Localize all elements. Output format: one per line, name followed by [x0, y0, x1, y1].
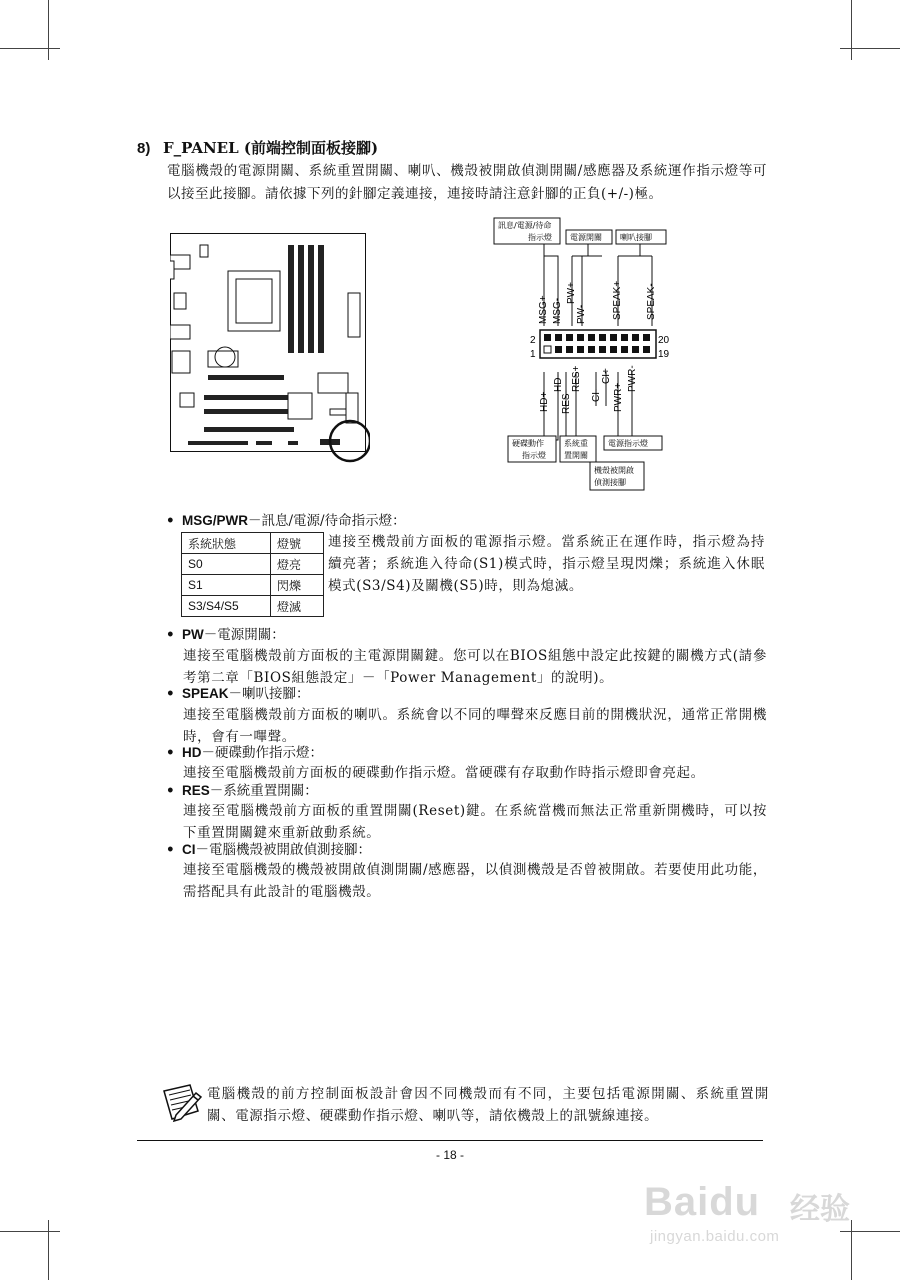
- table-cell: 閃爍: [271, 575, 324, 596]
- section-title: F_PANEL (前端控制面板接腳): [163, 139, 379, 157]
- watermark-brand: Baidu: [644, 1180, 761, 1224]
- pin-number-19: 19: [658, 349, 670, 360]
- pin-label-ci-plus: CI+: [601, 368, 612, 384]
- power-switch-label: 電源開關: [570, 233, 602, 242]
- pin-label-pwr-minus: PWR-: [627, 365, 638, 392]
- bullet-speak: [166, 683, 310, 705]
- bullet-symbol: •: [166, 686, 175, 702]
- pin-label-res-minus: RES-: [561, 390, 572, 414]
- pin-label-pw-minus: PW-: [576, 304, 587, 324]
- table-header: 系統狀態: [182, 533, 271, 554]
- bullet-label: －喇叭接腳：: [228, 686, 310, 702]
- crop-mark: [0, 1231, 60, 1232]
- pin-label-pw-plus: PW+: [566, 282, 577, 304]
- watermark-cn: 经验: [790, 1192, 850, 1227]
- crop-mark: [0, 48, 60, 49]
- page-number: - 18 -: [435, 1148, 464, 1162]
- msg-led-label-2: 指示燈: [528, 233, 552, 242]
- pin-label-msg-plus: MSG+: [538, 295, 549, 324]
- pin-number-20: 20: [658, 335, 670, 346]
- bullet-key: SPEAK: [182, 686, 229, 701]
- bullet-pw: [166, 624, 285, 646]
- f-panel-pin-diagram: [492, 216, 680, 492]
- pin-label-speak-minus: SPEAK-: [646, 283, 657, 320]
- speaker-label: 喇叭接腳: [620, 233, 652, 242]
- table-cell: S3/S4/S5: [182, 596, 271, 617]
- power-led-label: 電源指示燈: [608, 439, 648, 448]
- bullet-label: －硬碟動作指示燈：: [201, 745, 323, 761]
- crop-mark: [48, 0, 49, 60]
- hd-description: 連接至電腦機殼前方面板的硬碟動作指示燈。當硬碟有存取動作時指示燈即會亮起。: [183, 765, 705, 781]
- bullet-res: [166, 780, 318, 802]
- bullet-key: RES: [182, 783, 210, 798]
- reset-label-2: 置開關: [564, 451, 588, 460]
- watermark-url: jingyan.baidu.com: [650, 1228, 780, 1245]
- bullet-msg-pwr: [166, 510, 406, 532]
- bullet-symbol: •: [166, 513, 175, 529]
- motherboard-diagram: [170, 233, 370, 465]
- bullet-symbol: •: [166, 783, 175, 799]
- bullet-symbol: •: [166, 842, 175, 858]
- pin-label-hd-plus: HD+: [539, 391, 550, 412]
- section-intro: 電腦機殼的電源開關、系統重置開關、喇叭、機殼被開啟偵測開關/感應器及系統運作指示燈等可以接至此接腳。請依據下列的針腳定義連接，連接時請注意針腳的正負(+/-)極。: [167, 163, 767, 202]
- pin-label-ci-minus: CI-: [591, 388, 602, 402]
- led-status-table: [181, 532, 324, 617]
- table-row: [182, 554, 324, 575]
- speak-description: 連接至電腦機殼前方面板的喇叭。系統會以不同的嗶聲來反應目前的開機狀況，通常正常開機時，會有一嗶聲。: [183, 707, 767, 745]
- pin-number-2: 2: [530, 335, 536, 346]
- crop-mark: [48, 1220, 49, 1280]
- chassis-label: 機殼被開啟: [594, 466, 634, 475]
- note-text: 電腦機殼的前方控制面板設計會因不同機殼而有不同，主要包括電源開關、系統重置開關、電源指示燈、硬碟動作指示燈、喇叭等，請依機殼上的訊號線連接。: [207, 1086, 769, 1124]
- footer-rule: [137, 1140, 763, 1141]
- table-header-row: [182, 533, 324, 554]
- table-cell: 燈滅: [271, 596, 324, 617]
- bullet-label: －系統重置開關：: [209, 783, 318, 799]
- table-header: 燈號: [271, 533, 324, 554]
- bullet-key: MSG/PWR: [182, 513, 248, 528]
- bullet-symbol: •: [166, 627, 175, 643]
- pw-description: 連接至電腦機殼前方面板的主電源開關鍵。您可以在BIOS組態中設定此按鍵的關機方式(請參考第二章「BIOS組態設定」－「Power Management」的說明)。: [183, 648, 767, 686]
- bullet-symbol: •: [166, 745, 175, 761]
- reset-label: 系統重: [564, 439, 588, 448]
- bullet-key: CI: [182, 842, 196, 857]
- note-pencil-icon: [160, 1081, 204, 1123]
- bullet-label: －訊息/電源/待命指示燈：: [248, 513, 406, 529]
- pin-label-speak-plus: SPEAK+: [612, 280, 623, 320]
- table-row: [182, 575, 324, 596]
- crop-mark: [840, 48, 900, 49]
- bullet-label: －電腦機殼被開啟偵測接腳：: [195, 842, 371, 858]
- msg-led-label: 訊息/電源/待命: [498, 221, 552, 230]
- hdd-led-label-2: 指示燈: [522, 451, 546, 460]
- pin-label-pwr-plus: PWR+: [613, 382, 624, 412]
- pin-label-hd-minus: HD-: [553, 374, 564, 392]
- bullet-key: HD: [182, 745, 202, 760]
- chassis-label-2: 偵測接腳: [594, 478, 626, 487]
- table-cell: S0: [182, 554, 271, 575]
- section-heading: [137, 137, 378, 158]
- pin-label-res-plus: RES+: [571, 365, 582, 392]
- table-cell: S1: [182, 575, 271, 596]
- table-cell: 燈亮: [271, 554, 324, 575]
- res-description: 連接至電腦機殼前方面板的重置開關(Reset)鍵。在系統當機而無法正常重新開機時，可以按下重置開關鍵來重新啟動系統。: [183, 803, 767, 841]
- pin-number-1: 1: [530, 349, 536, 360]
- bullet-label: －電源開關：: [203, 627, 285, 643]
- bullet-hd: [166, 742, 323, 764]
- bullet-ci: [166, 839, 371, 861]
- ci-description: 連接至電腦機殼的機殼被開啟偵測開關/感應器，以偵測機殼是否曾被開啟。若要使用此功能，需搭配具有此設計的電腦機殼。: [183, 862, 767, 900]
- pin-label-msg-minus: MSG-: [552, 297, 563, 324]
- bullet-key: PW: [182, 627, 204, 642]
- table-row: [182, 596, 324, 617]
- crop-mark: [851, 0, 852, 60]
- msg-pwr-description: 連接至機殼前方面板的電源指示燈。當系統正在運作時，指示燈為持續亮著；系統進入待命(S1)模式時，指示燈呈現閃爍；系統進入休眠模式(S3/S4)及關機(S5)時，則為熄滅。: [328, 534, 765, 594]
- watermark: [640, 1150, 870, 1250]
- section-number: 8): [137, 140, 151, 157]
- hdd-led-label: 硬碟動作: [512, 439, 544, 448]
